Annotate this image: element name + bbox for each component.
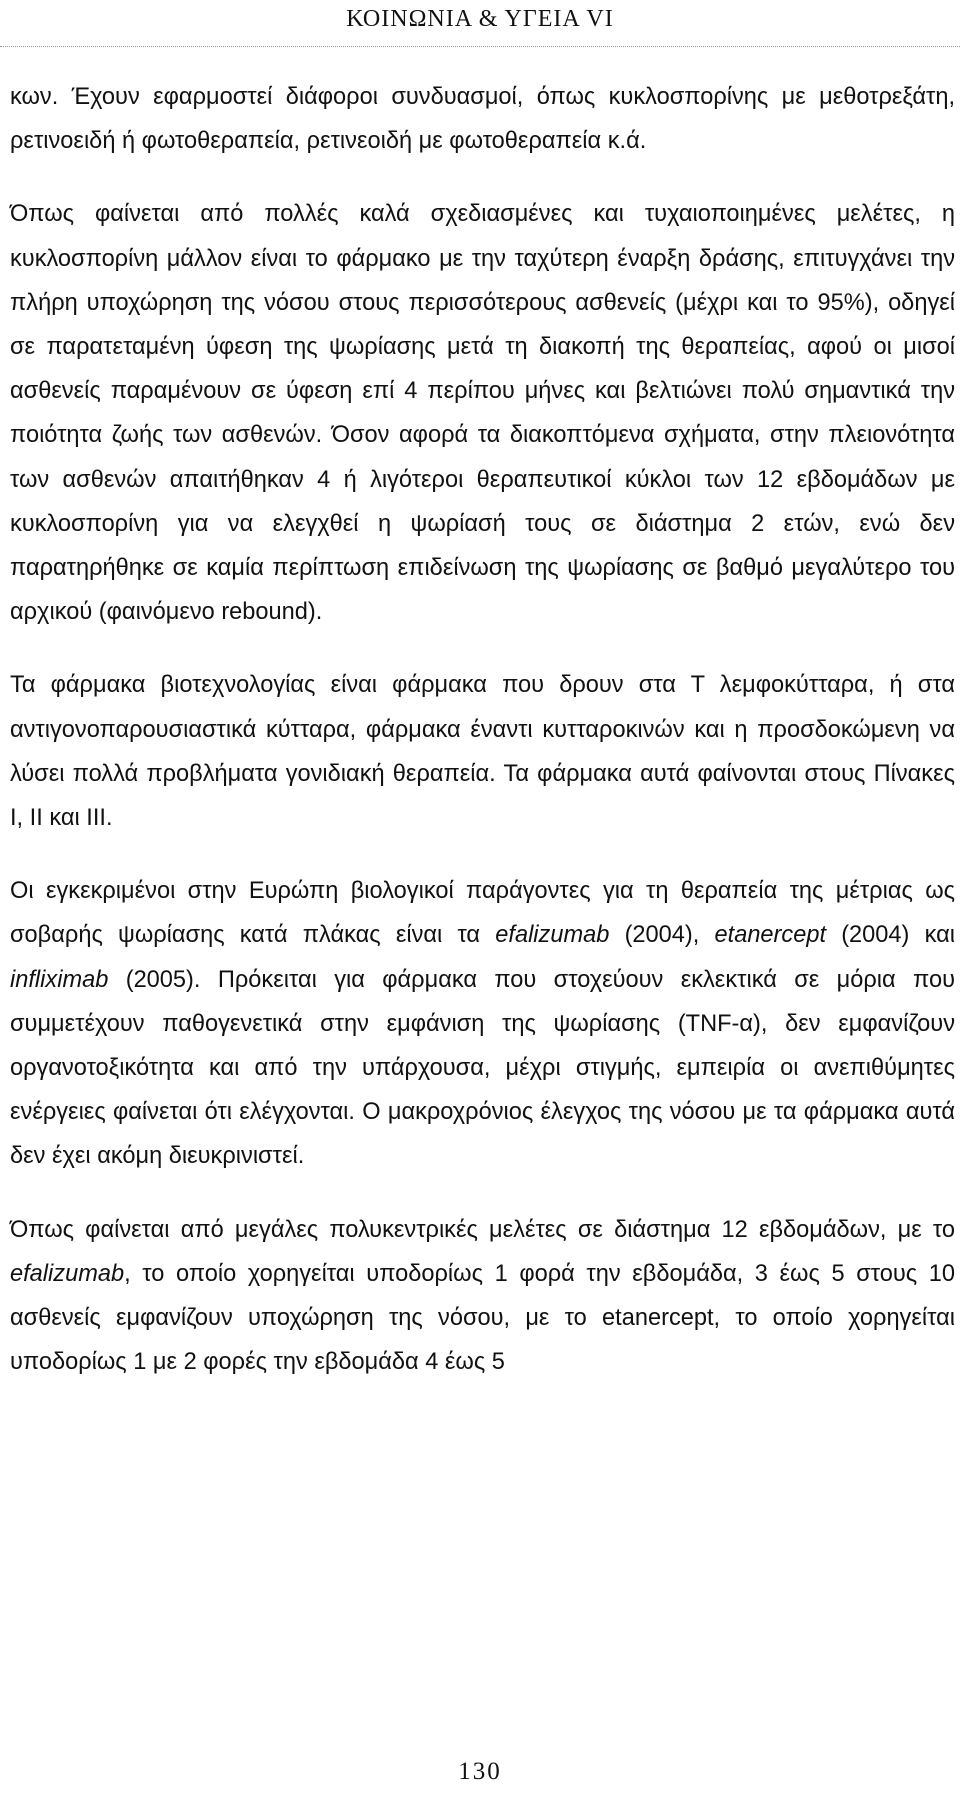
paragraph-4-text-a: Οι εγκεκριμένοι στην Ευρώπη βιολογικοί παράγοντες για τη θεραπεία της μέτριας ως σοβαρής ψωρίασης κατά πλάκας είναι τα xyxy=(10,878,955,949)
drug-name-efalizumab-2: efalizumab xyxy=(10,1260,125,1287)
paragraph-4 xyxy=(10,869,955,1178)
page-number: 130 xyxy=(458,1758,502,1785)
paragraph-4-text-c: (2004) και xyxy=(826,922,955,949)
paragraph-2: Όπως φαίνεται από πολλές καλά σχεδιασμένες και τυχαιοποιημένες μελέτες, η κυκλοσπορίνη μάλλον είναι το φάρμακο με την ταχύτερη έναρξη δράσης, επιτυγχάνει την πλήρη υποχώρηση της νόσου στους περισσότερους ασθενείς (μέχρι και το 95%), οδηγεί σε παρατεταμένη ύφεση της ψωρίασης μετά τη διακοπή της θεραπείας, αφού οι μισοί ασθενείς παραμένουν σε ύφεση επί 4 περίπου μήνες και βελτιώνει πολύ σημαντικά την ποιότητα ζωής των ασθενών. Όσον αφορά τα διακοπτόμενα σχήματα, στην πλειονότητα των ασθενών απαιτήθηκαν 4 ή λιγότεροι θεραπευτικοί κύκλοι των 12 εβδομάδων με κυκλοσπορίνη για να ελεγχθεί η ψωρίασή τους σε διάστημα 2 ετών, ενώ δεν παρατηρήθηκε σε καμία περίπτωση επιδείνωση της ψωρίασης σε βαθμό μεγαλύτερο του αρχικού (φαινόμενο rebound). xyxy=(10,201,955,626)
paragraph-4-text-d: (2005). Πρόκειται για φάρμακα που στοχεύουν εκλεκτικά σε μόρια που συμμετέχουν παθογενετικά στην εμφάνιση της ψωρίασης (TNF-α), δεν εμφανίζουν οργανοτοξικότητα και από την υπάρχουσα, μέχρι στιγμής, εμπειρία οι ανεπιθύμητες ενέργειες φαίνεται ότι ελέγχονται. Ο μακροχρόνιος έλεγχος της νόσου με τα φάρμακα αυτά δεν έχει ακόμη διευκρινιστεί. xyxy=(10,966,955,1170)
drug-name-efalizumab: efalizumab xyxy=(495,922,610,949)
running-head: ΚΟΙΝΩΝΙΑ & ΥΓΕΙΑ VI xyxy=(346,6,614,32)
paragraph-5 xyxy=(10,1208,955,1385)
paragraph-4-text-b: (2004), xyxy=(609,922,715,949)
paragraph-5-text-b: , το οποίο χορηγείται υποδορίως 1 φορά την εβδομάδα, 3 έως 5 στους 10 ασθενείς εμφανίζουν υποχώρηση της νόσου, με το etanercept, το οποίο χορηγείται υποδορίως 1 με 2 φορές την εβδομάδα 4 έως 5 xyxy=(10,1260,955,1376)
drug-name-infliximab: infliximab xyxy=(10,966,109,993)
paragraph-5-text-a: Όπως φαίνεται από μεγάλες πολυκεντρικές μελέτες σε διάστημα 12 εβδομάδων, με το xyxy=(10,1216,955,1243)
paragraph-3: Τα φάρμακα βιοτεχνολογίας είναι φάρμακα που δρουν στα Τ λεμφοκύτταρα, ή στα αντιγονοπαρουσιαστικά κύτταρα, φάρμακα έναντι κυτταροκινών και η προσδοκώμενη να λύσει πολλά προβλήματα γονιδιακή θεραπεία. Τα φάρμακα αυτά φαίνονται στους Πίνακες I, II και III. xyxy=(10,672,955,832)
drug-name-etanercept: etanercept xyxy=(714,922,827,949)
header-divider xyxy=(0,46,960,47)
body-text xyxy=(10,75,955,1384)
paragraph-1: κων. Έχουν εφαρμοστεί διάφοροι συνδυασμοί, όπως κυκλοσπορίνης με μεθοτρεξάτη, ρετινοειδή ή φωτοθεραπεία, ρετινεοιδή με φωτοθεραπεία κ.ά. xyxy=(10,84,955,155)
